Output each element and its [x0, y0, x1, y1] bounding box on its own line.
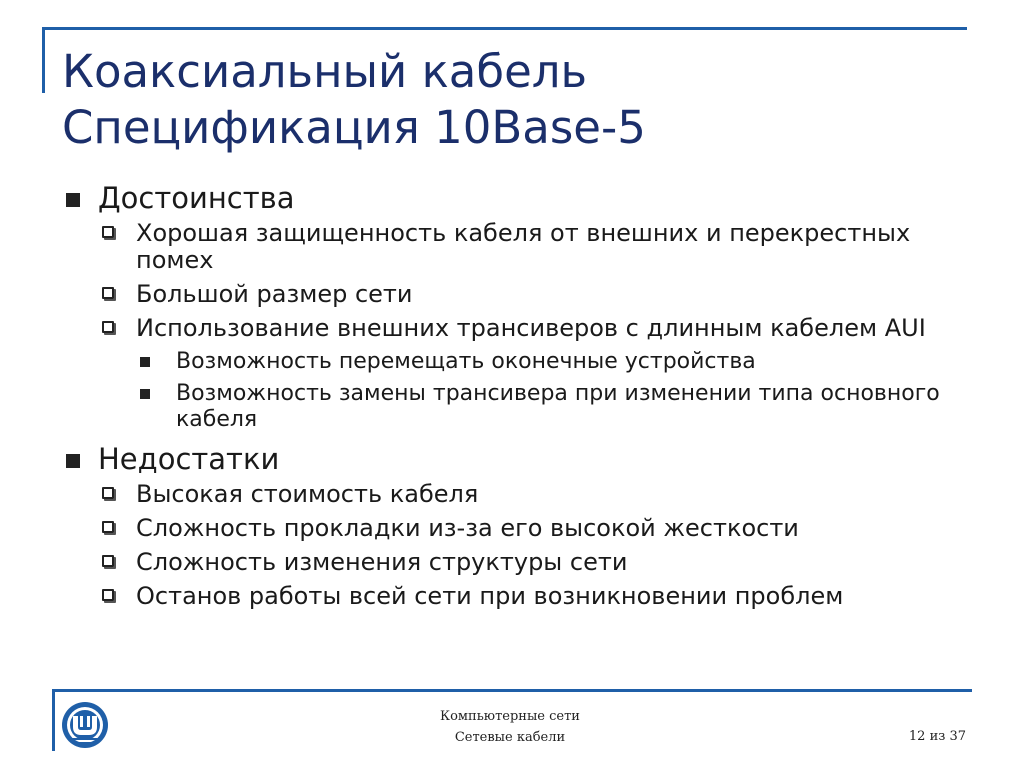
- list-item-text: Использование внешних трансиверов с длинным кабелем AUI: [136, 314, 926, 342]
- bullet-section: [62, 178, 982, 433]
- footer-course-info: [370, 706, 650, 748]
- sub-list-item-text: Возможность перемещать оконечные устройства: [176, 349, 756, 374]
- list-item-text: Сложность изменения структуры сети: [136, 548, 628, 576]
- small-square-bullet-icon: [140, 389, 150, 399]
- checkbox-bullet-icon: [102, 589, 114, 601]
- list-item: [62, 220, 982, 274]
- checkbox-bullet-icon: [102, 226, 114, 238]
- footer-course-name: Компьютерные сети: [440, 709, 580, 724]
- sub-list-item: [62, 381, 982, 433]
- sub-bullet-list: [62, 349, 982, 433]
- list-item-text: Большой размер сети: [136, 280, 413, 308]
- checkbox-bullet-icon: [102, 321, 114, 333]
- checkbox-bullet-icon: [102, 287, 114, 299]
- list-item-text: Сложность прокладки из-за его высокой жесткости: [136, 514, 799, 542]
- list-item: [62, 481, 982, 508]
- slide-title-line-2: Спецификация 10Base-5: [62, 101, 646, 154]
- list-item: [62, 281, 982, 308]
- square-bullet-icon: [66, 193, 80, 207]
- section-heading-text: Достоинства: [98, 181, 295, 215]
- unn-logo-icon: [60, 700, 110, 750]
- sub-list-item: [62, 349, 982, 375]
- footer-horizontal-line: [52, 689, 972, 692]
- section-heading: [62, 439, 982, 479]
- square-bullet-icon: [66, 454, 80, 468]
- bullet-list: [62, 220, 982, 433]
- list-item: [62, 583, 982, 610]
- footer-vertical-line: [52, 689, 55, 751]
- list-item: [62, 549, 982, 576]
- bullet-section: [62, 439, 982, 610]
- top-accent-horizontal-line: [42, 27, 967, 30]
- list-item-text: Останов работы всей сети при возникновении проблем: [136, 582, 844, 610]
- sub-list-item-text: Возможность замены трансивера при изменении типа основного кабеля: [176, 381, 940, 432]
- checkbox-bullet-icon: [102, 555, 114, 567]
- list-item-text: Хорошая защищенность кабеля от внешних и перекрестных помех: [136, 219, 911, 274]
- top-accent-vertical-line: [42, 27, 45, 93]
- section-heading-text: Недостатки: [98, 442, 280, 476]
- footer-topic-name: Сетевые кабели: [454, 730, 566, 745]
- list-item: [62, 315, 982, 342]
- slide-title: [62, 44, 962, 156]
- checkbox-bullet-icon: [102, 487, 114, 499]
- list-item: [62, 515, 982, 542]
- small-square-bullet-icon: [140, 357, 150, 367]
- checkbox-bullet-icon: [102, 521, 114, 533]
- slide-title-line-1: Коаксиальный кабель: [62, 45, 588, 98]
- page-number: 12 из 37: [908, 729, 966, 744]
- list-item-text: Высокая стоимость кабеля: [136, 480, 479, 508]
- bullet-list: [62, 481, 982, 610]
- section-heading: [62, 178, 982, 218]
- slide-content: [62, 178, 982, 617]
